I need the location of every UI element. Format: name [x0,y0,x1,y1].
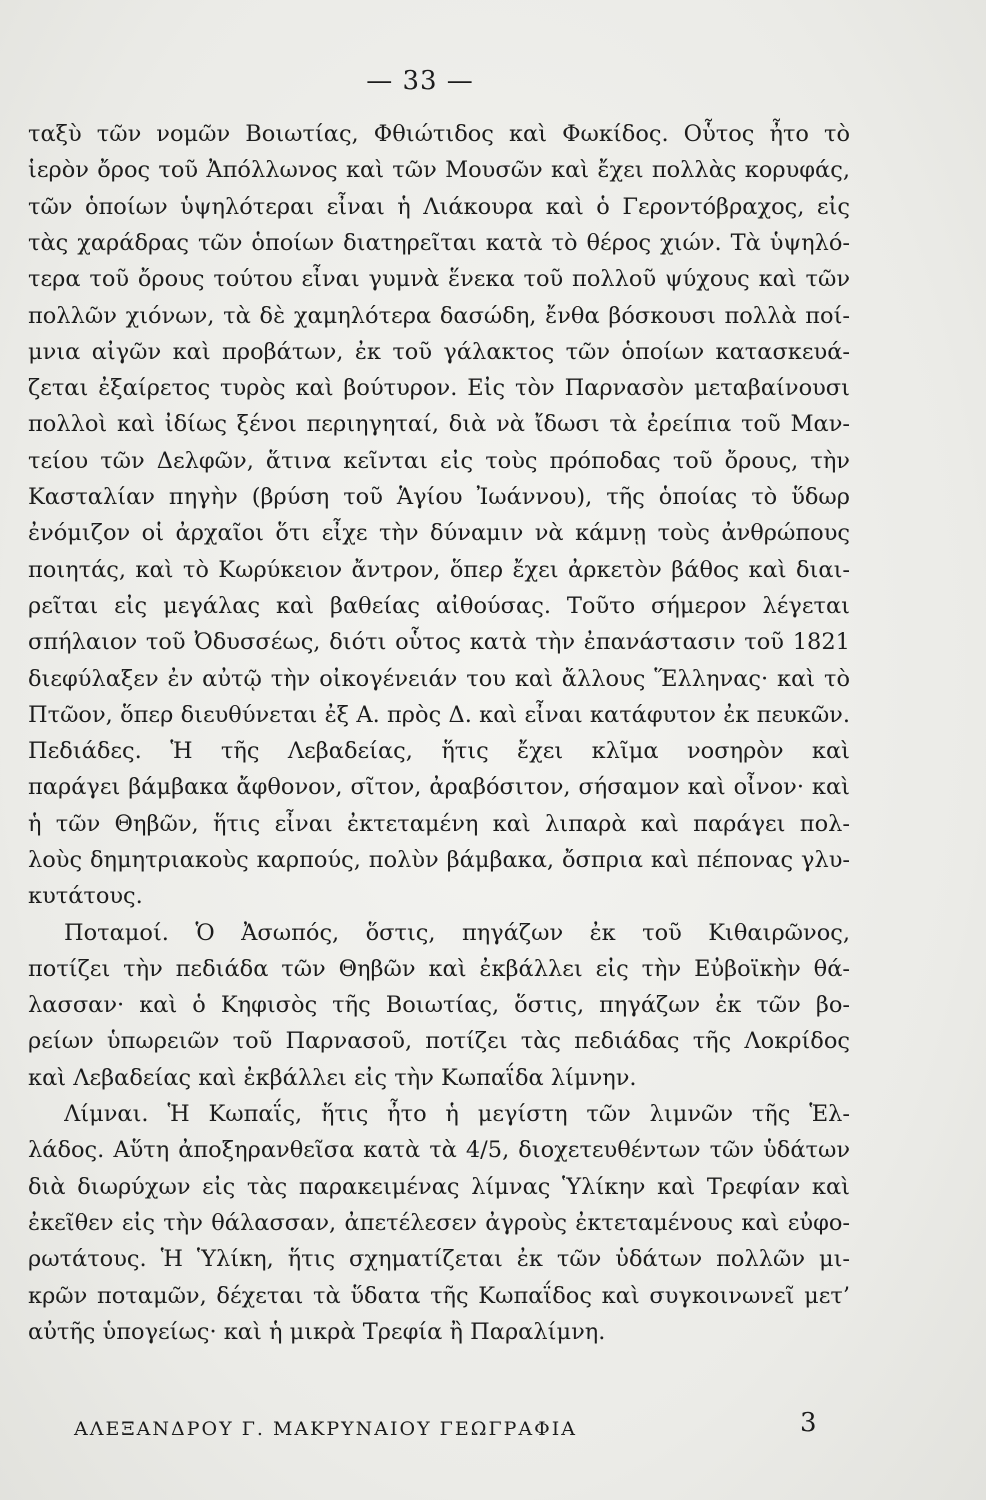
text-line: πολλοὶ καὶ ἰδίως ξένοι περιηγηταί, διὰ νὰ ἴδωσι τὰ ἐρείπια τοῦ Μαν- [28,411,850,437]
text-line: ρωτάτους. Ἡ Ὑλίκη, ἥτις σχηματίζεται ἐκ τῶν ὑδάτων πολλῶν μι- [28,1246,850,1272]
page-number: — 33 — [366,66,474,96]
text-line: διὰ διωρύχων εἰς τὰς παρακειμένας λίμνας Ὑλίκην καὶ Τρεφίαν καὶ [28,1174,850,1200]
text-line: ταξὺ τῶν νομῶν Βοιωτίας, Φθιώτιδος καὶ Φωκίδος. Οὗτος ἦτο τὸ [28,121,850,147]
text-line: παράγει βάμβακα ἄφθονον, σῖτον, ἀραβόσιτον, σήσαμον καὶ οἶνον· καὶ [28,774,850,800]
text-line: αὐτῆς ὑπογείως· καὶ ἡ μικρὰ Τρεφία ἢ Παραλίμνη. [28,1319,606,1345]
text-line: Λίμναι. Ἡ Κωπαΐς, ἥτις ἦτο ἡ μεγίστη τῶν λιμνῶν τῆς Ἑλ- [64,1101,850,1127]
footer-book-title: ΑΛΕΞΑΝΔΡΟΥ Γ. ΜΑΚΡΥΝΑΙΟΥ ΓΕΩΓΡΑΦΙΑ [74,1418,577,1440]
text-line: ποιητάς, καὶ τὸ Κωρύκειον ἄντρον, ὅπερ ἔχει ἀρκετὸν βάθος καὶ διαι- [28,557,850,583]
text-line: ρεῖται εἰς μεγάλας καὶ βαθείας αἰθούσας. Τοῦτο σήμερον λέγεται [28,593,850,619]
text-line: λάδος. Αὕτη ἀποξηρανθεῖσα κατὰ τὰ 4/5, διοχετευθέντων τῶν ὑδάτων [28,1137,850,1163]
text-line: Πεδιάδες. Ἡ τῆς Λεβαδείας, ἥτις ἔχει κλῖμα νοσηρὸν καὶ [28,738,850,764]
signature-mark: 3 [800,1408,817,1438]
text-line: τείου τῶν Δελφῶν, ἅτινα κεῖνται εἰς τοὺς πρόποδας τοῦ ὄρους, τὴν [28,448,850,474]
text-line: ρείων ὑπωρειῶν τοῦ Παρνασοῦ, ποτίζει τὰς πεδιάδας τῆς Λοκρίδος [28,1028,850,1054]
text-line: σπήλαιον τοῦ Ὀδυσσέως, διότι οὗτος κατὰ τὴν ἐπανάστασιν τοῦ 1821 [28,629,850,655]
text-line: ἱερὸν ὄρος τοῦ Ἀπόλλωνος καὶ τῶν Μουσῶν καὶ ἔχει πολλὰς κορυφάς, [28,157,850,183]
text-line: τῶν ὁποίων ὑψηλότεραι εἶναι ἡ Λιάκουρα καὶ ὁ Γεροντόβραχος, εἰς [28,194,850,220]
text-line: τὰς χαράδρας τῶν ὁποίων διατηρεῖται κατὰ τὸ θέρος χιών. Τὰ ὑψηλό- [28,230,850,256]
text-line: λοὺς δημητριακοὺς καρπούς, πολὺν βάμβακα, ὄσπρια καὶ πέπονας γλυ- [28,847,850,873]
text-line: διεφύλαξεν ἐν αὐτῷ τὴν οἰκογένειάν του καὶ ἄλλους Ἕλληνας· καὶ τὸ [28,666,850,692]
text-line: λασσαν· καὶ ὁ Κηφισὸς τῆς Βοιωτίας, ὅστις, πηγάζων ἐκ τῶν βο- [28,992,850,1018]
text-line: Πτῶον, ὅπερ διευθύνεται ἐξ Α. πρὸς Δ. καὶ εἶναι κατάφυτον ἐκ πευκῶν. [28,702,850,728]
text-line: ζεται ἐξαίρετος τυρὸς καὶ βούτυρον. Εἰς τὸν Παρνασὸν μεταβαίνουσι [28,375,850,401]
text-line: κρῶν ποταμῶν, δέχεται τὰ ὕδατα τῆς Κωπαΐδος καὶ συγκοινωνεῖ μετ’ [28,1283,850,1309]
text-line: μνια αἰγῶν καὶ προβάτων, ἐκ τοῦ γάλακτος τῶν ὁποίων κατασκευά- [28,339,850,365]
text-line: κυτάτους. [28,883,143,909]
text-line: πολλῶν χιόνων, τὰ δὲ χαμηλότερα δασώδη, ἔνθα βόσκουσι πολλὰ ποί- [28,303,850,329]
text-line: καὶ Λεβαδείας καὶ ἐκβάλλει εἰς τὴν Κωπαΐδα λίμνην. [28,1065,637,1091]
text-line: ἐκεῖθεν εἰς τὴν θάλασσαν, ἀπετέλεσεν ἀγροὺς ἐκτεταμένους καὶ εὐφο- [28,1210,850,1236]
text-line: Ποταμοί. Ὁ Ἀσωπός, ὅστις, πηγάζων ἐκ τοῦ Κιθαιρῶνος, [64,920,850,946]
text-line: ποτίζει τὴν πεδιάδα τῶν Θηβῶν καὶ ἐκβάλλει εἰς τὴν Εὐβοϊκὴν θά- [28,956,850,982]
text-line: ἡ τῶν Θηβῶν, ἥτις εἶναι ἐκτεταμένη καὶ λιπαρὰ καὶ παράγει πολ- [28,811,850,837]
text-line: ἐνόμιζον οἱ ἀρχαῖοι ὅτι εἶχε τὴν δύναμιν νὰ κάμνῃ τοὺς ἀνθρώπους [28,520,850,546]
text-line: τερα τοῦ ὄρους τούτου εἶναι γυμνὰ ἕνεκα τοῦ πολλοῦ ψύχους καὶ τῶν [28,266,850,292]
text-line: Κασταλίαν πηγὴν (βρύση τοῦ Ἁγίου Ἰωάννου), τῆς ὁποίας τὸ ὕδωρ [28,484,850,510]
